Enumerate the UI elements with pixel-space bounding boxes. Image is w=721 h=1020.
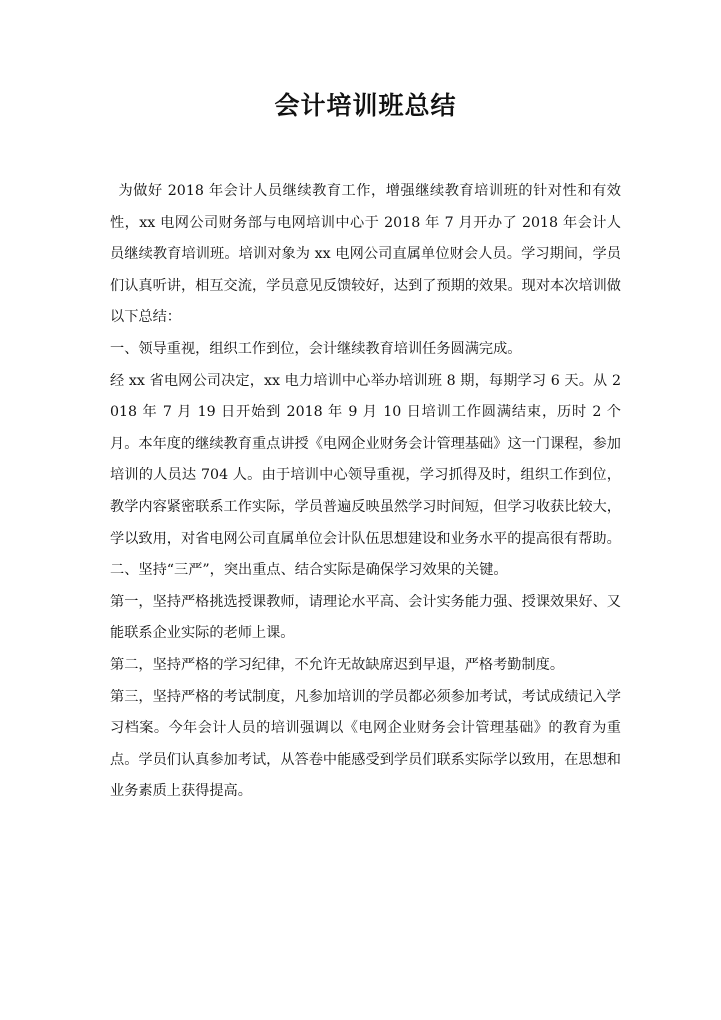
document-title: 会计培训班总结 — [274, 91, 457, 120]
point-1-paragraph: 第一，坚持严格挑选授课教师，请理论水平高、会计实务能力强、授课效果好、又能联系企业实际的老师上课。 — [110, 593, 621, 642]
intro-paragraph: 为做好 2018 年会计人员继续教育工作，增强继续教育培训班的针对性和有效性，xx 电网公司财务部与电网培训中心于 2018 年 7 月开办了 2018 年会计人员继续教育培训班。培训对象为 xx 电网公司直属单位财会人员。学习期间，学员们认真听讲，相互交流，学员意见反馈较好，达到了预期的效果。现对本次培训做以下总结： — [110, 183, 621, 326]
document-body — [110, 176, 621, 808]
section-1-paragraph: 经 xx 省电网公司决定，xx 电力培训中心举办培训班 8 期，每期学习 6 天。从 2018 年 7 月 19 日开始到 2018 年 9 月 10 日培训工作圆满结束，历时 2 个月。本年度的继续教育重点讲授《电网企业财务会计管理基础》这一门课程，参加培训的人员达 704 人。由于培训中心领导重视，学习抓得及时，组织工作到位，教学内容紧密联系工作实际，学员普遍反映虽然学习时间短，但学习收获比较大，学以致用，对省电网公司直属单位会计队伍思想建设和业务水平的提高很有帮助。 — [110, 372, 621, 547]
section-heading-1: 一、领导重视，组织工作到位，会计继续教育培训任务圆满完成。 — [110, 340, 522, 357]
point-3-paragraph: 第三，坚持严格的考试制度，凡参加培训的学员都必须参加考试，考试成绩记入学习档案。今年会计人员的培训强调以《电网企业财务会计管理基础》的教育为重点。学员们认真参加考试，从答卷中能感受到学员们联系实际学以致用，在思想和业务素质上获得提高。 — [110, 688, 621, 800]
section-heading-2: 二、坚持“三严”，突出重点、结合实际是确保学习效果的关键。 — [110, 562, 508, 579]
point-2-paragraph: 第二，坚持严格的学习纪律，不允许无故缺席迟到早退，严格考勤制度。 — [110, 656, 565, 673]
